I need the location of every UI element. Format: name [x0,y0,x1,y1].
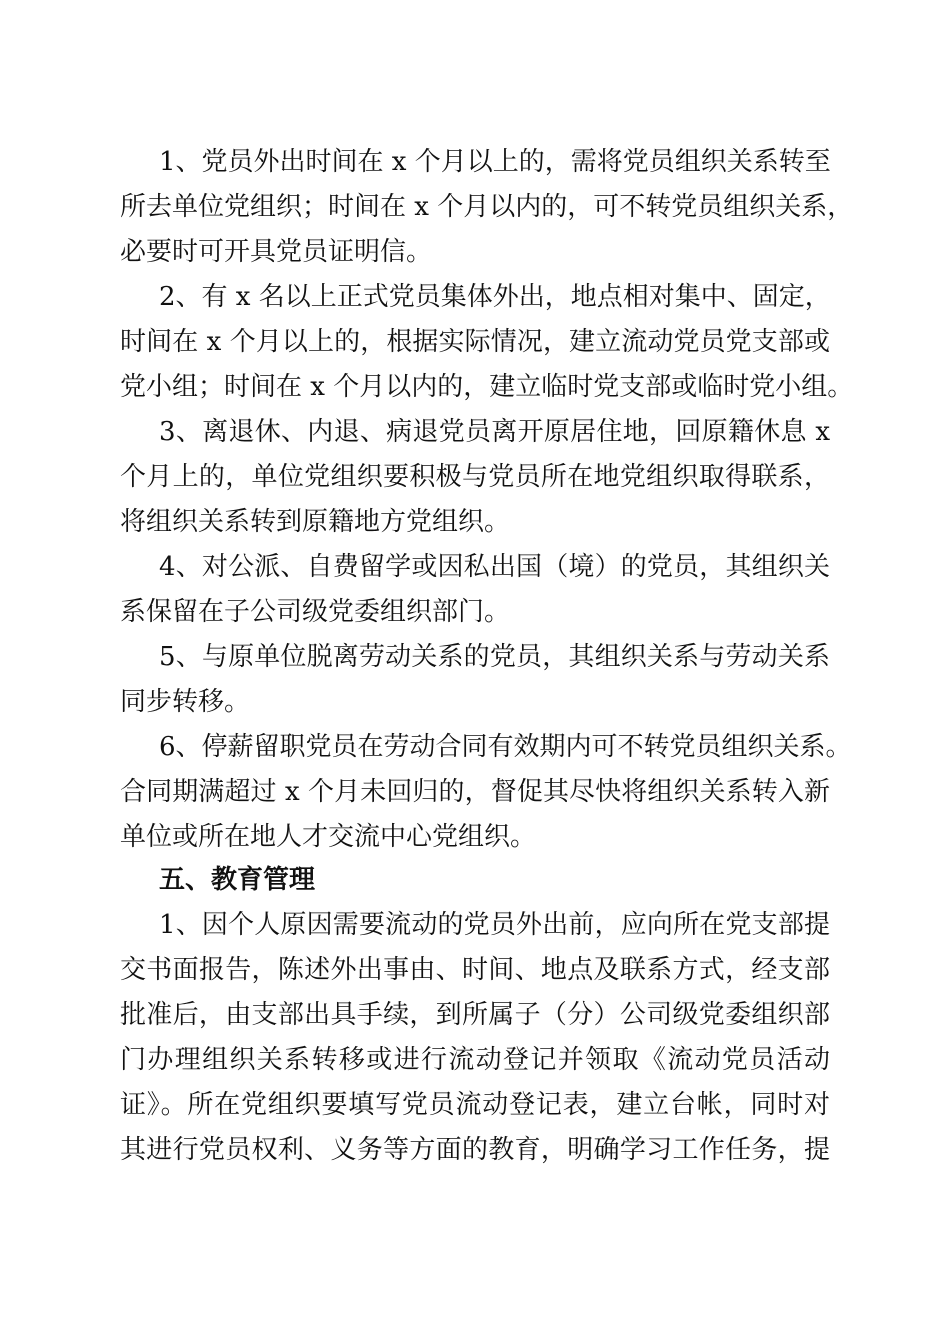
paragraph-6-line-3: 单位或所在地人才交流中心党组织。 [120,822,537,852]
paragraph-5-line-2: 同步转移。 [120,687,251,717]
paragraph-6-line-2: 合同期满超过 x 个月未回归的，督促其尽快将组织关系转入新 [120,777,830,807]
paragraph-4-line-2: 系保留在子公司级党委组织部门。 [120,597,511,627]
paragraph-3-line-1: 3、离退休、内退、病退党员离开原居住地，回原籍休息 x [159,417,830,447]
paragraph-2-line-3: 党小组；时间在 x 个月以内的，建立临时党支部或临时党小组。 [120,372,854,402]
paragraph-2-line-1: 2、有 x 名以上正式党员集体外出，地点相对集中、固定， [159,282,831,312]
section-paragraph-line-2: 交书面报告，陈述外出事由、时间、地点及联系方式，经支部 [120,955,830,985]
paragraph-5-line-1: 5、与原单位脱离劳动关系的党员，其组织关系与劳动关系 [159,642,830,672]
paragraph-6-line-1: 6、停薪留职党员在劳动合同有效期内可不转党员组织关系。 [159,732,852,762]
section-paragraph-line-4: 门办理组织关系转移或进行流动登记并领取《流动党员活动 [120,1045,830,1075]
paragraph-3-line-3: 将组织关系转到原籍地方党组织。 [120,507,511,537]
paragraph-1-line-1: 1、党员外出时间在 x 个月以上的，需将党员组织关系转至 [159,147,831,177]
section-paragraph-line-5: 证》。所在党组织要填写党员流动登记表，建立台帐，同时对 [120,1090,830,1120]
paragraph-1-line-3: 必要时可开具党员证明信。 [120,237,433,267]
paragraph-4-line-1: 4、对公派、自费留学或因私出国（境）的党员，其组织关 [159,552,830,582]
section-paragraph-line-1: 1、因个人原因需要流动的党员外出前，应向所在党支部提 [159,910,830,940]
section-paragraph-line-3: 批准后，由支部出具手续，到所属子（分）公司级党委组织部 [120,1000,830,1030]
paragraph-3-line-2: 个月上的，单位党组织要积极与党员所在地党组织取得联系， [120,462,830,492]
section-paragraph-line-6: 其进行党员权利、义务等方面的教育，明确学习工作任务，提 [120,1135,830,1165]
section-heading: 五、教育管理 [159,865,316,895]
paragraph-2-line-2: 时间在 x 个月以上的，根据实际情况，建立流动党员党支部或 [120,327,830,357]
paragraph-1-line-2: 所去单位党组织；时间在 x 个月以内的，可不转党员组织关系， [120,192,854,222]
